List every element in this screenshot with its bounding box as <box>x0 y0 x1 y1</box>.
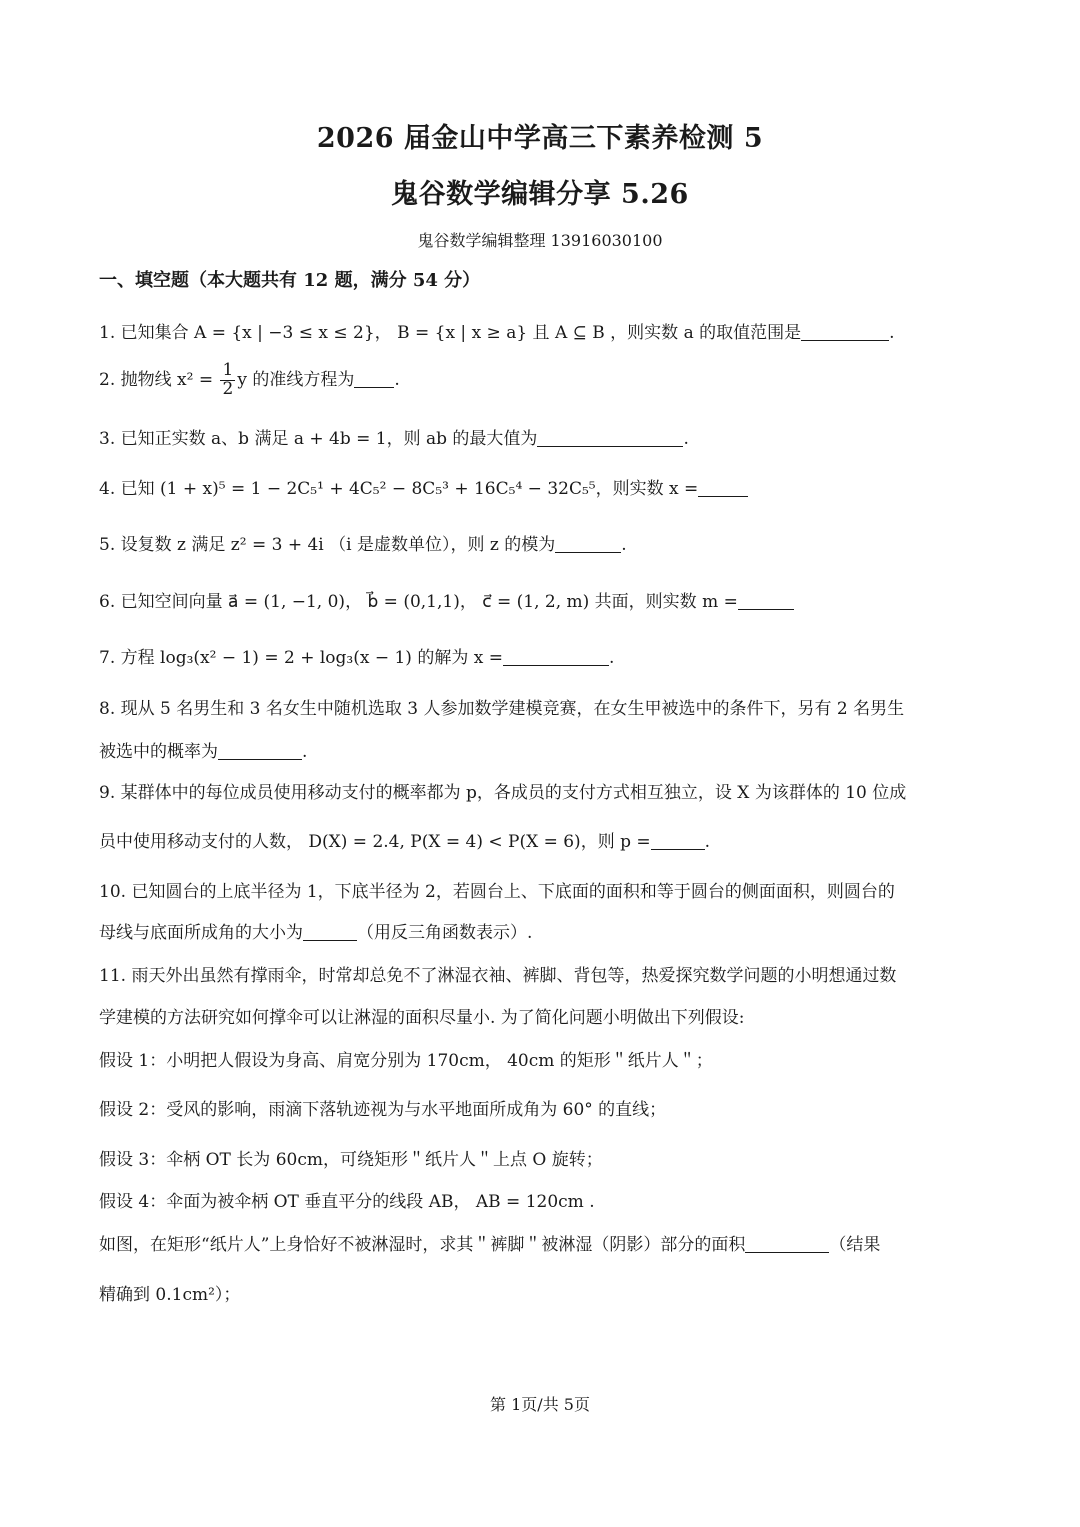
question-6: 6. 已知空间向量 a⃗ = (1, −1, 0)， b⃗ = (0,1,1)， c⃗ = (1, 2, m) 共面，则实数 m = <box>99 587 988 612</box>
question-3: 3. 已知正实数 a、b 满足 a + 4b = 1，则 ab 的最大值为 . <box>99 429 689 449</box>
question-2: 2. 抛物线 x² = $\frac{1}{2}$ y 的准线方程为 . <box>99 360 400 399</box>
exam-title: 2026 届金山中学高三下素养检测 5 <box>316 123 764 154</box>
page-footer: 第 1页/共 5页 <box>490 1395 590 1414</box>
question-8-line-2: 被选中的概率为 . <box>99 742 308 762</box>
answer-blank <box>354 370 394 388</box>
answer-blank <box>738 592 794 610</box>
answer-blank <box>303 923 357 941</box>
question-7: 7. 方程 log₃(x² − 1) = 2 + log₃(x − 1) 的解为 x = . <box>99 648 615 668</box>
assumption-1: 假设 1：小明把人假设为身高、肩宽分别为 170cm， 40cm 的矩形＂纸片人＂； <box>99 1051 713 1071</box>
exam-subtitle: 鬼谷数学编辑分享 5.26 <box>391 179 689 210</box>
question-10-line-2: 母线与底面所成角的大小为 （用反三角函数表示）. <box>99 923 533 943</box>
question-4: 4. 已知 (1 + x)⁵ = 1 − 2C₅¹ + 4C₅² − 8C₅³ + 16C₅⁴ − 32C₅⁵，则实数 x = <box>99 474 988 499</box>
answer-blank <box>698 479 748 497</box>
answer-blank <box>503 648 609 666</box>
assumption-4: 假设 4：伞面为被伞柄 OT 垂直平分的线段 AB， AB = 120cm . <box>99 1192 595 1212</box>
question-8-line-1: 8. 现从 5 名男生和 3 名女生中随机选取 3 人参加数学建模竞赛，在女生甲被选中的条件下，另有 2 名男生 <box>99 699 905 719</box>
compiler-line: 鬼谷数学编辑整理 13916030100 <box>417 231 663 250</box>
answer-blank <box>555 535 621 553</box>
question-11-line-2: 学建模的方法研究如何撑伞可以让淋湿的面积尽量小. 为了简化问题小明做出下列假设: <box>99 1008 745 1028</box>
answer-blank <box>218 742 302 760</box>
answer-blank <box>651 832 705 850</box>
question-11-line-4: 精确到 0.1cm²）； <box>99 1285 241 1305</box>
section-heading: 一、填空题（本大题共有 12 题，满分 54 分） <box>99 270 481 291</box>
question-9-line-2: 员中使用移动支付的人数， D(X) = 2.4, P(X = 4) < P(X = 6)，则 p = . <box>99 832 711 852</box>
question-9-line-1: 9. 某群体中的每位成员使用移动支付的概率都为 p，各成员的支付方式相互独立，设 X 为该群体的 10 位成 <box>99 783 907 803</box>
answer-blank <box>537 429 683 447</box>
question-text: 1. 已知集合 A = {x | −3 ≤ x ≤ 2}， B = {x | x ≥ a} 且 A ⊆ B ，则实数 a 的取值范围是 <box>99 323 802 343</box>
question-10-line-1: 10. 已知圆台的上底半径为 1，下底半径为 2，若圆台上、下底面的面积和等于圆台的侧面面积，则圆台的 <box>99 882 895 902</box>
fraction: $\frac{1}{2}$ <box>222 360 234 399</box>
answer-blank <box>745 1235 829 1253</box>
answer-blank <box>801 323 889 341</box>
question-5: 5. 设复数 z 满足 z² = 3 + 4i （i 是虚数单位），则 z 的模为 . <box>99 535 627 555</box>
assumption-3: 假设 3：伞柄 OT 长为 60cm，可绕矩形＂纸片人＂上点 O 旋转； <box>99 1150 603 1170</box>
question-11-line-3: 如图，在矩形“纸片人”上身恰好不被淋湿时，求其＂裤脚＂被淋湿（阴影）部分的面积 （结果 <box>99 1235 881 1255</box>
assumption-2: 假设 2：受风的影响，雨滴下落轨迹视为与水平地面所成角为 60° 的直线； <box>99 1100 667 1120</box>
question-1: 1. 已知集合 A = {x | −3 ≤ x ≤ 2}， B = {x | x ≥ a} 且 A ⊆ B ，则实数 a 的取值范围是 . <box>99 323 895 343</box>
question-11-line-1: 11. 雨天外出虽然有撑雨伞，时常却总免不了淋湿衣袖、裤脚、背包等，热爱探究数学问题的小明想通过数 <box>99 966 897 986</box>
